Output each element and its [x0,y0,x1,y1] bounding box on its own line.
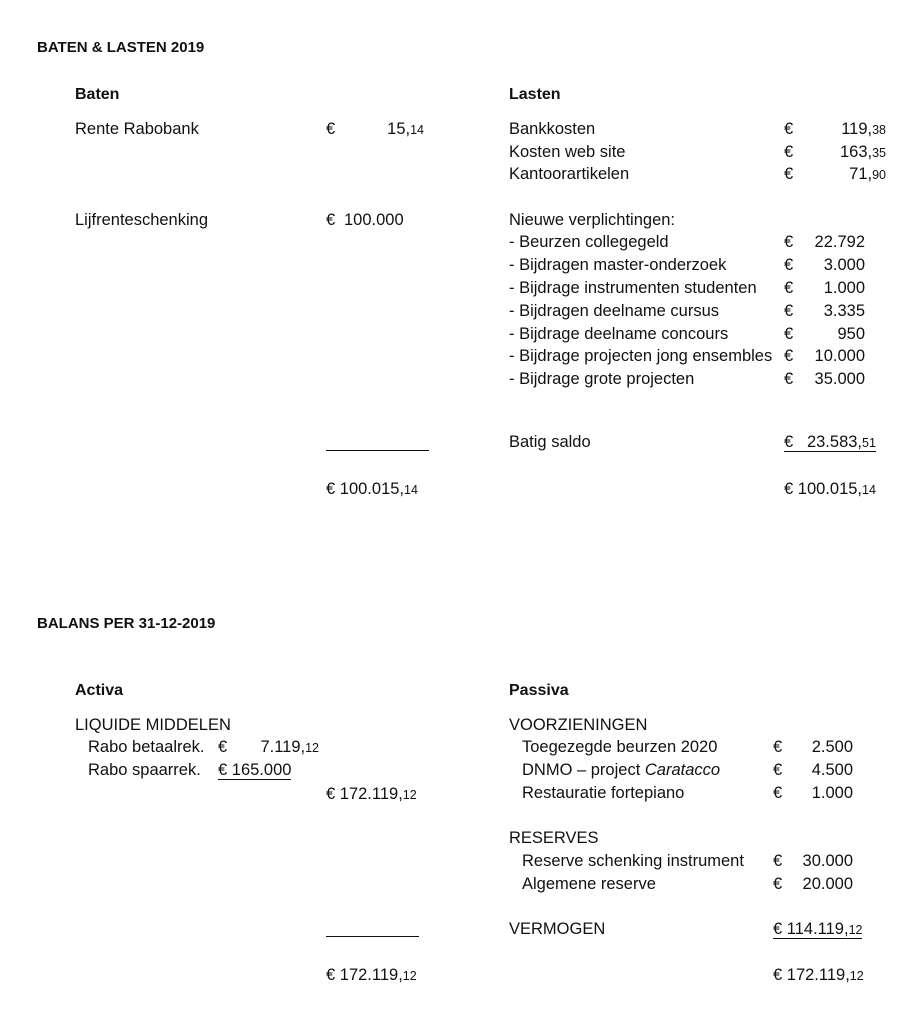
obligation-amount: 10.000 [814,347,865,365]
currency-symbol: € [784,165,794,183]
lasten-label: Kantoorartikelen [509,165,630,183]
obligation-amount: 3.000 [823,256,865,274]
total-activa: € 172.119,12 [326,966,417,984]
obligation-label: - Bijdrage instrumenten studenten [509,279,757,297]
reserve-amount: 30.000 [802,852,853,870]
voorziening-label: Toegezegde beurzen 2020 [522,738,718,756]
obligation-amount: 950 [837,325,865,343]
currency-symbol: € [773,875,783,893]
currency-symbol: € [784,256,794,274]
voorziening-label: Restauratie fortepiano [522,784,685,802]
lasten-label: Kosten web site [509,143,626,161]
total-lasten: € 100.015,14 [784,480,876,498]
currency-symbol: € [784,302,794,320]
baten-amount: 100.000 [344,211,404,229]
lasten-label: Bankkosten [509,120,596,138]
currency-symbol: € [784,143,794,161]
obligations-label: Nieuwe verplichtingen: [509,211,676,229]
voorziening-amount: 4.500 [811,761,853,779]
lasten-header: Lasten [509,86,561,103]
reserve-label: Algemene reserve [522,875,656,893]
baten-amount: 15,14 [387,120,424,138]
passiva-header: Passiva [509,682,569,699]
currency-symbol: € [218,738,228,756]
activa-header: Activa [75,682,124,699]
obligation-label: - Bijdragen master-onderzoek [509,256,727,274]
liquide-total: € 172.119,12 [326,785,417,803]
vermogen-label: VERMOGEN [509,920,606,938]
obligation-amount: 35.000 [814,370,865,388]
obligation-label: - Bijdrage grote projecten [509,370,695,388]
account-label: Rabo betaalrek. [88,738,205,756]
voorziening-amount: 1.000 [811,784,853,802]
obligation-amount: 3.335 [823,302,865,320]
total-rule [326,936,419,937]
currency-symbol: € [784,279,794,297]
lasten-amount: 119,38 [841,120,886,138]
obligation-label: - Bijdragen deelname cursus [509,302,720,320]
reserve-label: Reserve schenking instrument [522,852,744,870]
lasten-amount: 163,35 [839,143,886,161]
currency-symbol: € [784,347,794,365]
account-amount: € 165.000 [218,761,292,779]
reserve-amount: 20.000 [802,875,853,893]
account-amount: 7.119,12 [260,738,319,756]
voorzieningen-label: VOORZIENINGEN [509,716,648,734]
currency-symbol: € [773,852,783,870]
currency-symbol: € [326,211,336,229]
obligation-label: - Bijdrage deelname concours [509,325,729,343]
balance-heading: BALANS PER 31-12-2019 [37,615,216,632]
saldo-label: Batig saldo [509,433,591,451]
liquide-label: LIQUIDE MIDDELEN [75,716,231,734]
currency-symbol: € [784,325,794,343]
saldo-amount: € 23.583,51 [784,433,876,451]
obligation-label: - Beurzen collegegeld [509,233,669,251]
vermogen-amount: € 114.119,12 [773,920,863,938]
baten-label: Rente Rabobank [75,120,199,138]
obligation-label: - Bijdrage projecten jong ensembles [509,347,773,365]
baten-header: Baten [75,86,120,103]
currency-symbol: € [773,738,783,756]
account-label: Rabo spaarrek. [88,761,201,779]
lasten-amount: 71,90 [849,165,886,183]
voorziening-amount: 2.500 [811,738,853,756]
currency-symbol: € [784,120,794,138]
total-baten: € 100.015,14 [326,480,418,498]
total-passiva: € 172.119,12 [773,966,864,984]
pl-heading: BATEN & LASTEN 2019 [37,39,205,56]
baten-label: Lijfrenteschenking [75,211,208,229]
reserves-label: RESERVES [509,829,599,847]
currency-symbol: € [773,761,783,779]
currency-symbol: € [326,120,336,138]
obligation-amount: 22.792 [814,233,865,251]
obligation-amount: 1.000 [823,279,865,297]
currency-symbol: € [784,370,794,388]
total-rule [326,450,429,451]
currency-symbol: € [773,784,783,802]
currency-symbol: € [784,233,794,251]
voorziening-label: DNMO – project Caratacco [522,761,721,779]
